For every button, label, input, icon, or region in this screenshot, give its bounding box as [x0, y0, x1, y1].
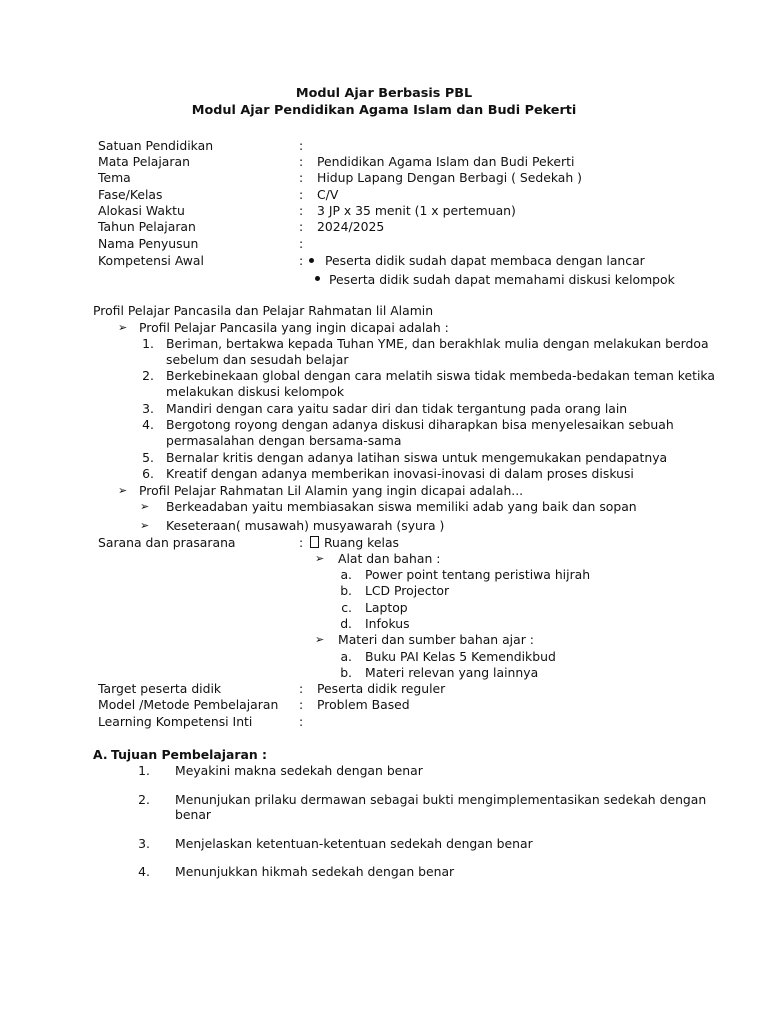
alat-item: LCD Projector: [365, 583, 450, 598]
arrow-bullet-icon: ➢: [140, 519, 150, 532]
sarana-value: [310, 535, 399, 551]
kompetensi-awal-item: Peserta didik sudah dapat membaca dengan lancar: [325, 253, 645, 268]
document-subtitle: Modul Ajar Pendidikan Agama Islam dan Budi Pekerti: [191, 103, 577, 118]
list-number: 4.: [138, 864, 150, 879]
identity-label: Tema: [98, 170, 131, 185]
identity-value: 2024/2025: [317, 219, 385, 234]
materi-heading: Materi dan sumber bahan ajar :: [338, 632, 534, 647]
list-item-continuation: melakukan diskusi kelompok: [166, 384, 345, 399]
identity-colon: :: [299, 219, 304, 234]
list-letter: c.: [341, 600, 352, 615]
list-item: Beriman, bertakwa kepada Tuhan YME, dan berakhlak mulia dengan melakukan berdoa: [166, 336, 709, 351]
list-number: 1.: [142, 336, 154, 351]
list-letter: d.: [340, 616, 352, 631]
section-heading: Tujuan Pembelajaran :: [111, 747, 267, 762]
identity-colon: :: [299, 697, 304, 712]
list-number: 4.: [142, 417, 154, 432]
arrow-bullet-icon: ➢: [118, 321, 128, 334]
arrow-bullet-icon: ➢: [315, 633, 325, 646]
identity-label: Mata Pelajaran: [98, 154, 190, 169]
identity-value: Problem Based: [317, 697, 410, 712]
arrow-bullet-icon: ➢: [315, 552, 325, 565]
identity-colon: :: [299, 253, 304, 268]
list-item: Bernalar kritis dengan adanya latihan siswa untuk mengemukakan pendapatnya: [166, 450, 668, 465]
rahmatan-item: Berkeadaban yaitu membiasakan siswa memiliki adab yang baik dan sopan: [166, 499, 637, 514]
identity-colon: :: [299, 714, 304, 729]
list-number: 3.: [142, 401, 154, 416]
identity-value: Hidup Lapang Dengan Berbagi ( Sedekah ): [317, 170, 583, 185]
list-letter: b.: [340, 583, 352, 598]
list-item: Berkebinekaan global dengan cara melatih siswa tidak membeda-bedakan teman ketika: [166, 368, 715, 383]
section-letter: A.: [93, 747, 108, 762]
identity-label: Target peserta didik: [98, 681, 222, 696]
alat-item: Infokus: [365, 616, 410, 631]
materi-item: Buku PAI Kelas 5 Kemendikbud: [365, 649, 556, 664]
identity-colon: :: [299, 154, 304, 169]
list-number: 5.: [142, 450, 154, 465]
identity-label: Tahun Pelajaran: [98, 219, 196, 234]
identity-label: Fase/Kelas: [98, 187, 163, 202]
identity-colon: :: [299, 236, 304, 251]
list-number: 3.: [138, 836, 150, 851]
alat-heading: Alat dan bahan :: [338, 551, 441, 566]
alat-item: Power point tentang peristiwa hijrah: [365, 567, 591, 582]
tujuan-item: Meyakini makna sedekah dengan benar: [175, 763, 423, 778]
identity-label: Learning Kompetensi Inti: [98, 714, 253, 729]
identity-value: C/V: [317, 187, 339, 202]
rahmatan-heading: Profil Pelajar Rahmatan Lil Alamin yang ingin dicapai adalah...: [139, 483, 524, 498]
list-item: Kreatif dengan adanya memberikan inovasi-inovasi di dalam proses diskusi: [166, 466, 634, 481]
materi-item: Materi relevan yang lainnya: [365, 665, 539, 680]
arrow-bullet-icon: ➢: [118, 484, 128, 497]
identity-value: Peserta didik reguler: [317, 681, 446, 696]
bullet-icon: [315, 276, 320, 281]
sarana-value-text: Ruang kelas: [324, 535, 400, 550]
list-number: 1.: [138, 763, 150, 778]
identity-value: 3 JP x 35 menit (1 x pertemuan): [317, 203, 516, 218]
list-letter: b.: [340, 665, 352, 680]
list-letter: a.: [340, 649, 352, 664]
rahmatan-item: Keseteraan( musawah) musyawarah (syura ): [166, 518, 445, 533]
list-item-continuation: sebelum dan sesudah belajar: [166, 352, 349, 367]
kompetensi-awal-item: Peserta didik sudah dapat memahami diskusi kelompok: [329, 272, 675, 287]
bullet-icon: [309, 258, 314, 263]
missing-glyph-icon: [310, 536, 319, 548]
identity-colon: :: [299, 170, 304, 185]
tujuan-item-continuation: benar: [175, 807, 212, 822]
list-number: 2.: [138, 792, 150, 807]
document-title: Modul Ajar Berbasis PBL: [295, 86, 473, 101]
tujuan-item: Menjelaskan ketentuan-ketentuan sedekah dengan benar: [175, 836, 533, 851]
sarana-label: Sarana dan prasarana: [98, 535, 236, 550]
sarana-colon: :: [299, 535, 304, 550]
list-item: Bergotong royong dengan adanya diskusi diharapkan bisa menyelesaikan sebuah: [166, 417, 674, 432]
pancasila-heading: Profil Pelajar Pancasila yang ingin dicapai adalah :: [139, 320, 449, 335]
identity-label: Kompetensi Awal: [98, 253, 204, 268]
identity-value: Pendidikan Agama Islam dan Budi Pekerti: [317, 154, 575, 169]
identity-label: Satuan Pendidikan: [98, 138, 214, 153]
tujuan-item: Menunjukkan hikmah sedekah dengan benar: [175, 864, 455, 879]
list-letter: a.: [340, 567, 352, 582]
identity-label: Alokasi Waktu: [98, 203, 185, 218]
identity-label: Model /Metode Pembelajaran: [98, 697, 279, 712]
identity-colon: :: [299, 203, 304, 218]
list-number: 2.: [142, 368, 154, 383]
identity-colon: :: [299, 681, 304, 696]
list-item-continuation: permasalahan dengan bersama-sama: [166, 433, 402, 448]
alat-item: Laptop: [365, 600, 408, 615]
identity-label: Nama Penyusun: [98, 236, 199, 251]
arrow-bullet-icon: ➢: [140, 500, 150, 513]
identity-colon: :: [299, 187, 304, 202]
identity-colon: :: [299, 138, 304, 153]
list-item: Mandiri dengan cara yaitu sadar diri dan tidak tergantung pada orang lain: [166, 401, 628, 416]
list-number: 6.: [142, 466, 154, 481]
tujuan-item: Menunjukan prilaku dermawan sebagai bukti mengimplementasikan sedekah dengan: [175, 792, 707, 807]
profil-heading: Profil Pelajar Pancasila dan Pelajar Rahmatan lil Alamin: [93, 303, 434, 318]
